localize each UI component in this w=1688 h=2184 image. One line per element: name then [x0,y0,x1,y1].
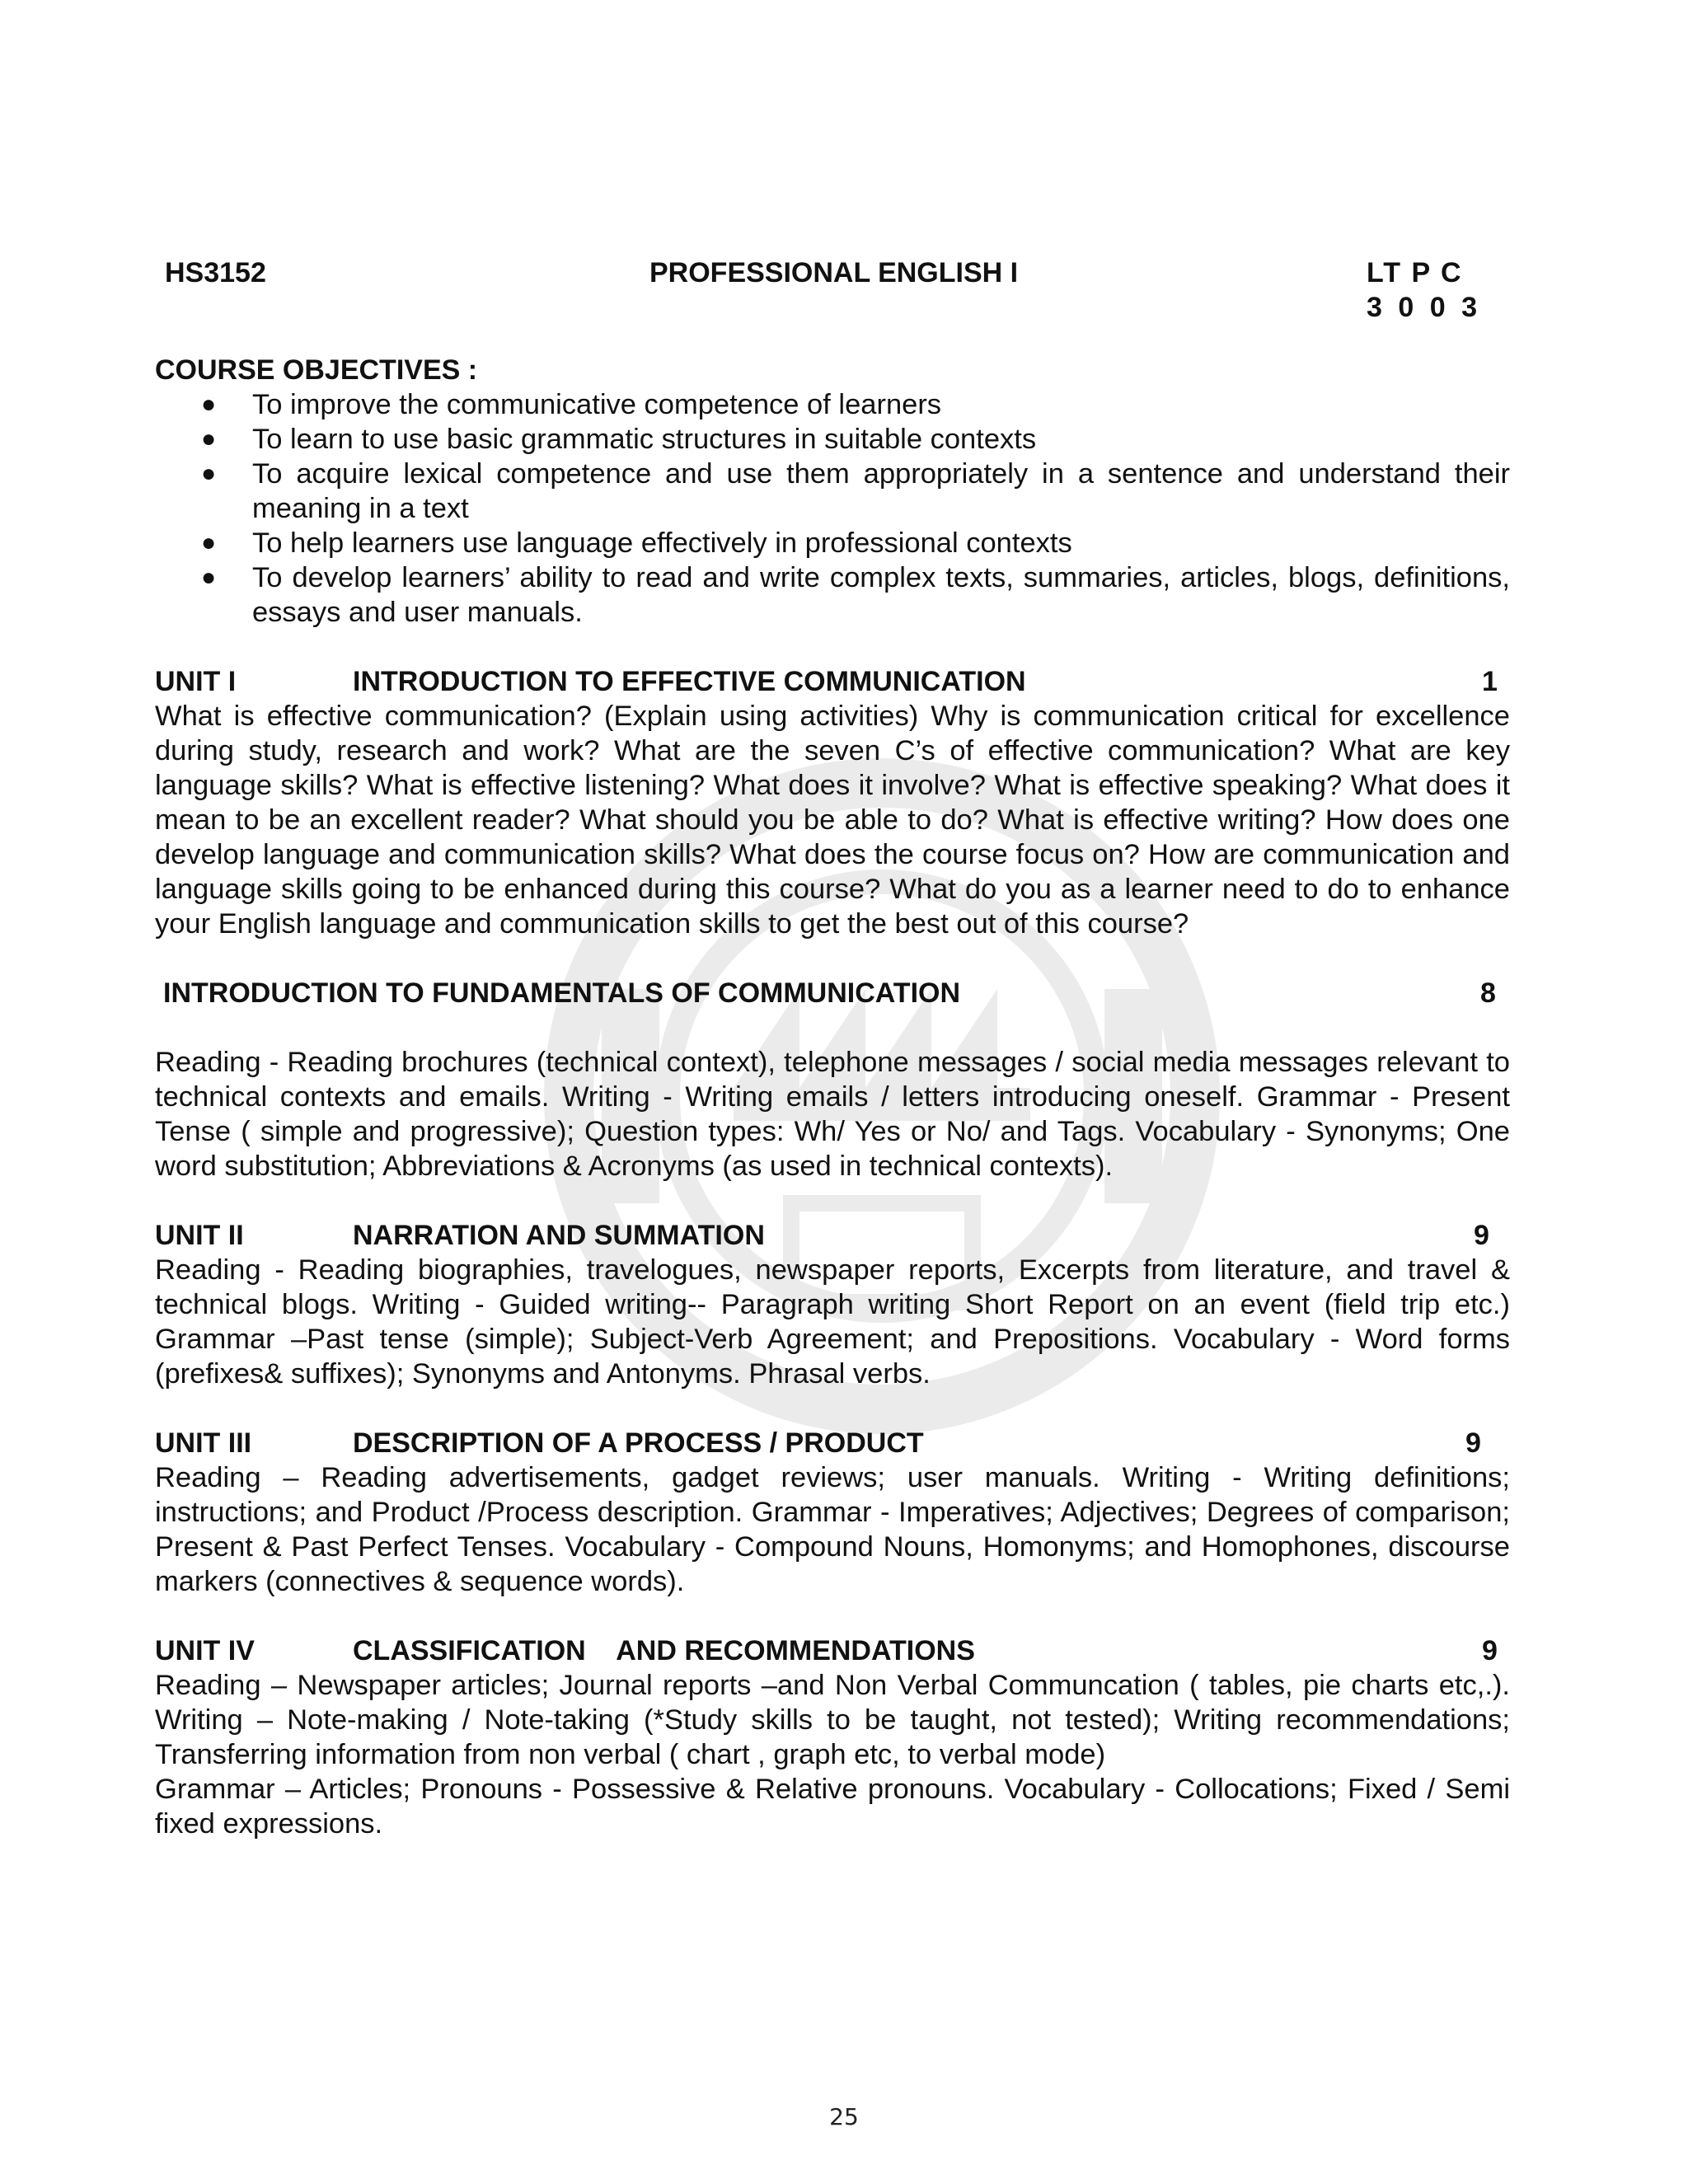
objective-item: ● To help learners use language effectively in professional contexts [201,527,1072,559]
objective-item: ● To improve the communicative competence of learners [201,389,942,420]
fundamentals-content: Reading - Reading brochures (technical context), telephone messages / social media messages relevant to technical contexts and emails. Writing - Writing emails / letters introducing oneself. Grammar - Present Tense ( simple and progressive); Question types: Wh/ Yes or No/ and Tags. Vocabulary - Synonyms; One word substitution; Abbreviations & Acronyms (as used in technical contexts). [155,1047,1510,1182]
objective-item: ● To develop learners’ ability to read and write complex texts, summaries, articles, blogs, definitions, essays and user manuals. [201,562,1510,628]
unit-hours: 9 [1482,1635,1498,1666]
unit-3-heading [155,1426,1510,1460]
unit-hours: 9 [1465,1427,1481,1459]
unit-4-content: Reading – Newspaper articles; Journal reports –and Non Verbal Communcation ( tables, pie charts etc,.). Writing – Note-making / Note-taking (*Study skills to be taught, not tested); Writing recommendations; Transferring information from non verbal ( chart , graph etc, to verbal mode) [155,1670,1510,1770]
objectives-list [155,387,1510,630]
unit-1-heading [155,664,1510,699]
unit-4-section [155,1633,1510,1841]
unit-label: UNIT II [155,1220,244,1251]
unit-label: UNIT I [155,666,237,697]
unit-3-section [155,1426,1510,1599]
objective-item: ● To learn to use basic grammatic structures in suitable contexts [201,424,1037,455]
objectives-heading: COURSE OBJECTIVES : [155,354,478,386]
unit-2-heading [155,1218,1510,1253]
section-title: INTRODUCTION TO FUNDAMENTALS OF COMMUNICATION [163,977,961,1009]
unit-label: UNIT III [155,1427,252,1459]
unit-1-section [155,664,1510,941]
unit-4-heading [155,1633,1510,1668]
unit-hours: 9 [1474,1220,1489,1251]
unit-title: INTRODUCTION TO EFFECTIVE COMMUNICATION [353,666,1026,697]
course-title: PROFESSIONAL ENGLISH I [649,257,1019,288]
section-hours: 8 [1480,977,1496,1009]
unit-label: UNIT IV [155,1635,255,1666]
course-code: HS3152 [165,257,266,288]
syllabus-page [155,255,1510,1841]
objective-item: ● To acquire lexical competence and use them appropriately in a sentence and understand their meaning in a text [201,458,1510,524]
bullet-icon: ● [201,391,217,418]
bullet-icon: ● [201,564,217,591]
bullet-icon: ● [201,460,217,487]
unit-title: CLASSIFICATION AND RECOMMENDATIONS [353,1635,975,1666]
page-number: 25 [829,2103,859,2130]
fundamentals-section [155,976,1510,1183]
course-header [155,255,1510,323]
ltpc-label: LT P C [1367,257,1463,288]
unit-1-content: What is effective communication? (Explain using activities) Why is communication critical for excellence during study, research and work? What are the seven C’s of effective communication? What are key language skills? What is effective listening? What does it involve? What is effective speaking? What does it mean to be an excellent reader? What should you be able to do? What is effective writing? How does one develop language and communication skills? What does the course focus on? How are communication and language skills going to be enhanced during this course? What do you as a learner need to do to enhance your English language and communication skills to get the best out of this course? [155,701,1510,940]
unit-3-content: Reading – Reading advertisements, gadget reviews; user manuals. Writing - Writing definitions; instructions; and Product /Process description. Grammar - Imperatives; Adjectives; Degrees of comparison; Present & Past Perfect Tenses. Vocabulary - Compound Nouns, Homonyms; and Homophones, discourse markers (connectives & sequence words). [155,1462,1510,1597]
ltpc-values: 3 0 0 3 [1367,292,1481,323]
fundamentals-heading [155,976,1510,1010]
unit-2-content: Reading - Reading biographies, travelogues, newspaper reports, Excerpts from literature, and travel & technical blogs. Writing - Guided writing-- Paragraph writing Short Report on an event (field trip etc.) Grammar –Past tense (simple); Subject-Verb Agreement; and Prepositions. Vocabulary - Word forms (prefixes& suffixes); Synonyms and Antonyms. Phrasal verbs. [155,1254,1510,1390]
unit-title: DESCRIPTION OF A PROCESS / PRODUCT [353,1427,924,1459]
unit-hours: 1 [1482,666,1498,697]
unit-4-content-grammar: Grammar – Articles; Pronouns - Possessive & Relative pronouns. Vocabulary - Collocations; Fixed / Semi fixed expressions. [155,1774,1510,1840]
unit-title: NARRATION AND SUMMATION [353,1220,765,1251]
unit-2-section [155,1218,1510,1391]
bullet-icon: ● [201,425,217,452]
bullet-icon: ● [201,529,217,556]
